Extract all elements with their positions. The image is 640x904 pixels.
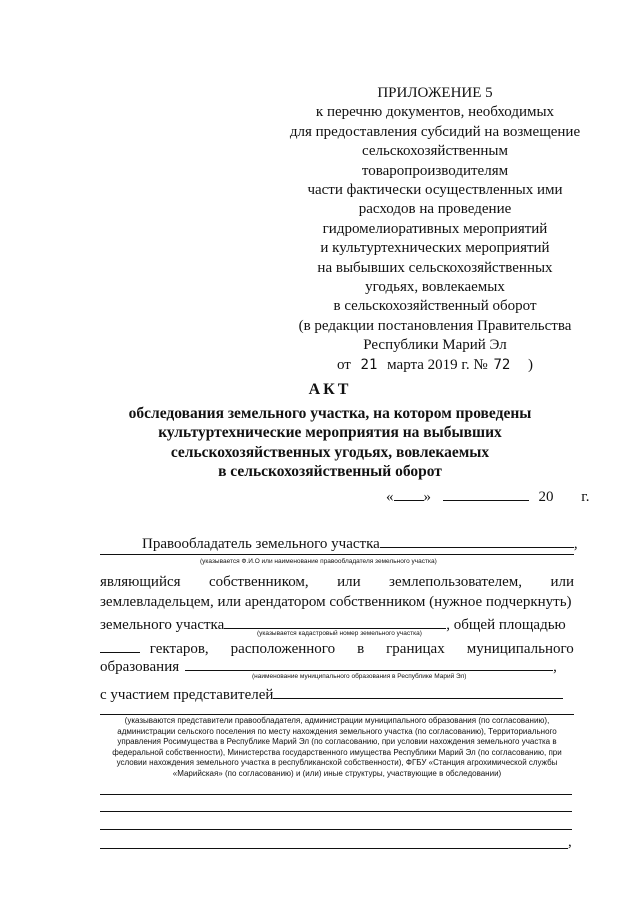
- appendix-line: части фактически осуществленных ими: [307, 182, 563, 199]
- appendix-line: в сельскохозяйственный оборот: [333, 298, 537, 315]
- appendix-header: [270, 84, 600, 375]
- participants-label: с участием представителей: [100, 687, 274, 703]
- month-blank[interactable]: [443, 486, 529, 501]
- blank-line[interactable]: [100, 811, 572, 812]
- appendix-line: на выбывших сельскохозяйственных: [317, 259, 553, 276]
- participants-row: [100, 684, 574, 704]
- owner-label: Правообладатель земельного участка: [142, 536, 380, 552]
- act-title: [60, 380, 600, 482]
- appendix-date-line: [270, 356, 600, 375]
- blank-line[interactable]: [100, 794, 572, 795]
- day-blank[interactable]: [394, 486, 424, 501]
- plot-after: , общей площадью: [446, 617, 566, 633]
- municipality-label: образования: [100, 659, 180, 675]
- status-line-2: землевладельцем, или арендатором собственником (нужное подчеркнуть): [100, 594, 572, 610]
- appendix-line: (в редакции постановления Правительства: [298, 317, 572, 334]
- cadastral-hint: (указывается кадастровый номер земельного участка): [257, 630, 422, 637]
- act-heading: АКТ: [308, 381, 352, 398]
- date-day: 21: [360, 356, 378, 373]
- owner-blank[interactable]: [380, 533, 574, 548]
- appendix-line: расходов на проведение: [358, 201, 512, 218]
- date-text: марта 2019 г. №: [387, 356, 488, 373]
- status-line-1: являющийся собственником, или землепользователем, или: [100, 574, 574, 590]
- date-number: 72: [493, 356, 511, 373]
- act-date-line: [386, 486, 589, 506]
- owner-underline: [100, 554, 574, 555]
- appendix-line: товаропроизводителям: [361, 162, 509, 179]
- cadastral-blank[interactable]: [224, 614, 446, 629]
- owner-hint: (указывается Ф.И.О или наименование правообладателя земельного участка): [200, 558, 437, 565]
- appendix-line: для предоставления субсидий на возмещение: [289, 123, 581, 140]
- blank-line[interactable]: [100, 848, 568, 849]
- municipality-hint: (наименование муниципального образования в Республике Марий Эл): [252, 673, 467, 680]
- appendix-line: Республики Марий Эл: [363, 337, 507, 354]
- hectares-line: гектаров, расположенного в границах муниципального: [149, 641, 574, 657]
- area-blank[interactable]: [100, 638, 140, 653]
- participants-hint: (указываются представители правообладателя, администрации муниципального образования (по согласованию), администрации сельского поселения по месту нахождения земельного участка (по согласованию), Территориального управления Росимущества в Республике Марий Эл (по согласованию, при условии нахождения земельного участка в федеральной собственности), Министерства государственного имущества Республики Марий Эл (по согласованию, при условии нахождения земельного участка в республиканской собственности), ФГБУ «Станция агрохимической службы «Марийская» (по согласованию) и (или) иные структуры, участвующие в обследовании): [112, 716, 562, 778]
- title-line: сельскохозяйственных угодьях, вовлекаемых: [170, 443, 490, 461]
- title-line: обследования земельного участка, на котором проведены: [128, 404, 532, 422]
- municipality-blank[interactable]: [185, 656, 553, 671]
- comma: ,: [553, 659, 557, 675]
- plot-label: земельного участка: [100, 617, 225, 633]
- comma: ,: [573, 536, 578, 552]
- participants-underline: [100, 714, 574, 715]
- date-prefix: от: [336, 356, 351, 373]
- appendix-line: ПРИЛОЖЕНИЕ 5: [377, 85, 493, 101]
- hectares-row: [100, 638, 574, 658]
- appendix-line: и культуртехнических мероприятий: [320, 240, 550, 257]
- year-prefix: 20: [538, 489, 554, 505]
- date-suffix: ): [528, 356, 534, 373]
- owner-row: [142, 533, 578, 553]
- participants-blank[interactable]: [273, 684, 563, 699]
- comma: ,: [568, 834, 572, 850]
- quote-close: »: [423, 489, 431, 505]
- title-line: культуртехнические мероприятия на выбывших: [158, 424, 502, 441]
- appendix-line: угодьях, вовлекаемых: [365, 279, 505, 296]
- title-line: в сельскохозяйственный оборот: [218, 463, 442, 480]
- appendix-line: сельскохозяйственным: [362, 143, 508, 160]
- appendix-line: к перечню документов, необходимых: [315, 104, 555, 121]
- quote-open: «: [386, 489, 394, 505]
- blank-line[interactable]: [100, 829, 572, 830]
- year-suffix: г.: [581, 489, 590, 505]
- appendix-line: гидромелиоративных мероприятий: [322, 220, 548, 237]
